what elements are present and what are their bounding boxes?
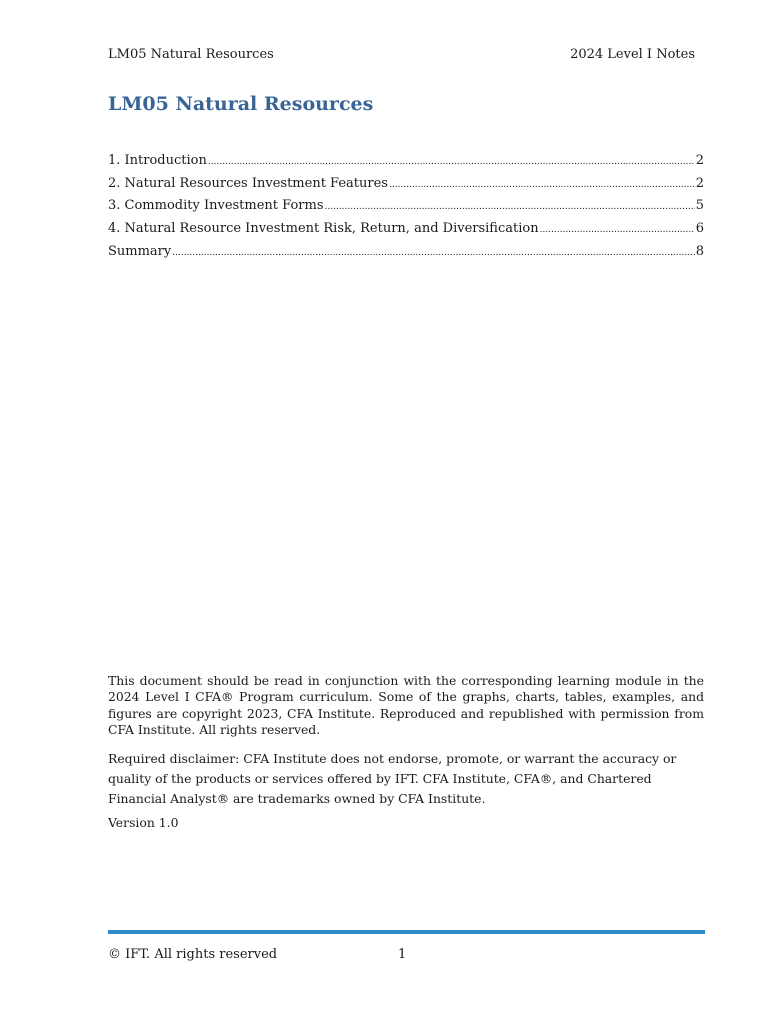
toc-entry-summary[interactable] <box>108 244 704 267</box>
toc-entry-title: 1. Introduction <box>108 153 207 168</box>
toc-entry-page: 2 <box>695 175 704 191</box>
toc-entry-risk-return[interactable] <box>108 221 704 244</box>
disclaimer-block <box>108 673 704 833</box>
toc-entry-investment-features[interactable] <box>108 176 704 199</box>
toc-dot-leader <box>172 244 694 259</box>
curriculum-notice: This document should be read in conjunction with the corresponding learning module in the 2024 Level I CFA® Program curriculum. Some of the graphs, charts, tables, examples, and figures are copyright 2023, CFA Institute. Reproduced and republished with permission from CFA Institute. All rights reserved. <box>108 673 704 738</box>
toc-dot-leader <box>208 153 695 168</box>
required-disclaimer: Required disclaimer: CFA Institute does not endorse, promote, or warrant the accuracy or quality of the products or services offered by IFT. CFA Institute, CFA®, and Chartered Financial Analyst® are trademarks owned by CFA Institute. <box>108 750 677 806</box>
toc-entry-commodity-forms[interactable] <box>108 198 704 221</box>
toc-dot-leader <box>540 221 695 236</box>
running-header-right: 2024 Level I Notes <box>570 47 695 62</box>
toc-entry-title: 2. Natural Resources Investment Features <box>108 175 388 191</box>
toc-entry-title: 4. Natural Resource Investment Risk, Return, and Diversification <box>108 221 539 237</box>
table-of-contents <box>108 153 704 266</box>
footer-divider <box>108 930 705 934</box>
toc-entry-page: 5 <box>695 198 704 214</box>
toc-dot-leader <box>325 198 695 213</box>
toc-entry-page: 2 <box>695 153 704 168</box>
page-number: 1 <box>398 947 407 962</box>
toc-entry-page: 6 <box>695 221 704 237</box>
toc-entry-page: 8 <box>695 243 704 259</box>
toc-entry-title: Summary <box>108 243 172 259</box>
version-label: Version 1.0 <box>108 814 179 830</box>
toc-dot-leader <box>389 176 695 191</box>
running-header-left: LM05 Natural Resources <box>108 47 274 62</box>
toc-entry-introduction[interactable] <box>108 153 704 176</box>
toc-entry-title: 3. Commodity Investment Forms <box>108 198 324 214</box>
document-title: LM05 Natural Resources <box>108 93 374 115</box>
footer-copyright: © IFT. All rights reserved <box>108 947 278 962</box>
